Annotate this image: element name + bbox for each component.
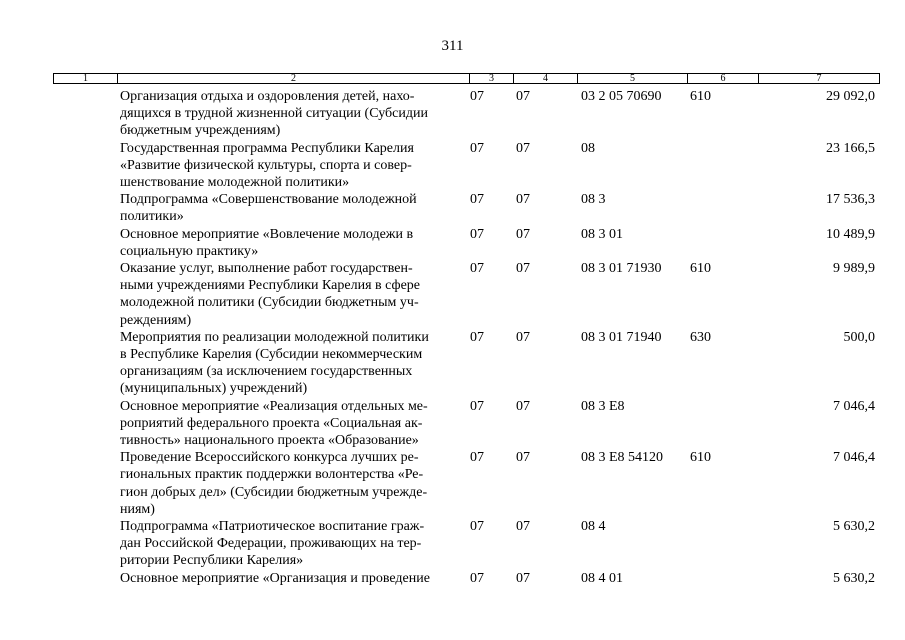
table-row: [0, 570, 905, 587]
row-target-article: 08 3 01 71930: [581, 261, 662, 277]
row-subsection: 07: [516, 329, 530, 345]
row-subsection: 07: [516, 570, 530, 586]
table-row: [0, 191, 905, 225]
row-name-line: молодежной политики (Субсидии бюджетным уч-: [120, 295, 419, 311]
row-amount: 23 166,5: [826, 140, 875, 156]
row-name: [120, 449, 460, 518]
row-name-line: Подпрограмма «Совершенствование молодежной: [120, 192, 417, 208]
row-amount: 5 630,2: [833, 519, 875, 535]
header-col-7: 7: [758, 74, 879, 84]
row-name: [120, 226, 460, 260]
row-name-line: Организация отдыха и оздоровления детей, нахо-: [120, 89, 415, 104]
row-name-line: ниям): [120, 501, 155, 517]
row-target-article: 08 4 01: [581, 570, 623, 586]
row-name-line: гион добрых дел» (Субсидии бюджетным учрежде-: [120, 484, 428, 500]
row-name: [120, 260, 460, 329]
row-subsection: 07: [516, 140, 530, 156]
row-name-line: Основное мероприятие «Вовлечение молодежи в: [120, 226, 414, 242]
table-body: [0, 88, 905, 587]
row-name: [120, 88, 460, 140]
table-row: [0, 518, 905, 570]
row-name-line: ными учреждениями Республики Карелия в сфере: [120, 278, 421, 294]
row-section: 07: [470, 450, 484, 466]
row-expense-type: 610: [690, 450, 711, 466]
row-target-article: 08 3 E8 54120: [581, 450, 664, 466]
header-col-4: 4: [513, 74, 577, 84]
row-target-article: 08: [581, 140, 595, 156]
row-subsection: 07: [516, 398, 530, 414]
row-section: 07: [470, 140, 484, 156]
row-target-article: 08 3 E8: [581, 398, 625, 414]
row-name-line: дан Российской Федерации, проживающих на тер-: [120, 536, 422, 552]
row-section: 07: [470, 226, 484, 242]
row-name-line: политики»: [120, 209, 184, 225]
row-name-line: тивность» национального проекта «Образование»: [120, 433, 419, 449]
row-name-line: Подпрограмма «Патриотическое воспитание граж-: [120, 519, 425, 535]
row-name-line: Проведение Всероссийского конкурса лучших ре-: [120, 450, 419, 466]
table-row: [0, 88, 905, 140]
table-row: [0, 398, 905, 450]
row-expense-type: 630: [690, 329, 711, 345]
header-col-3: 3: [469, 74, 513, 84]
header-col-1: 1: [83, 73, 88, 84]
row-amount: 500,0: [843, 329, 875, 345]
header-col-5: 5: [577, 74, 687, 84]
row-name-line: гиональных практик поддержки волонтерства «Ре-: [120, 467, 424, 483]
row-target-article: 08 3 01 71940: [581, 329, 662, 345]
table-row: [0, 140, 905, 192]
row-section: 07: [470, 261, 484, 277]
row-amount: 10 489,9: [826, 226, 875, 242]
row-target-article: 08 3 01: [581, 226, 623, 242]
page-number: 311: [441, 38, 464, 54]
row-section: 07: [470, 192, 484, 208]
row-section: 07: [470, 519, 484, 535]
row-amount: 29 092,0: [826, 89, 875, 104]
row-subsection: 07: [516, 261, 530, 277]
row-section: 07: [470, 398, 484, 414]
row-subsection: 07: [516, 450, 530, 466]
row-section: 07: [470, 329, 484, 345]
row-subsection: 07: [516, 519, 530, 535]
row-name-line: дящихся в трудной жизненной ситуации (Субсидии: [120, 106, 428, 122]
row-name-line: ритории Республики Карелия»: [120, 553, 304, 569]
row-section: 07: [470, 89, 484, 104]
row-name-line: «Развитие физической культуры, спорта и совер-: [120, 157, 412, 173]
row-name: [120, 570, 460, 587]
row-subsection: 07: [516, 89, 530, 104]
row-name-line: организациям (за исключением государственных: [120, 364, 413, 380]
row-expense-type: 610: [690, 261, 711, 277]
row-expense-type: 610: [690, 89, 711, 104]
row-name: [120, 140, 460, 192]
row-name: [120, 329, 460, 398]
table-row: [0, 449, 905, 518]
row-name-line: Основное мероприятие «Реализация отдельных ме-: [120, 398, 428, 414]
row-amount: 5 630,2: [833, 570, 875, 586]
row-subsection: 07: [516, 192, 530, 208]
row-name-line: реждениям): [120, 312, 192, 328]
row-section: 07: [470, 570, 484, 586]
row-name-line: Основное мероприятие «Организация и проведение: [120, 570, 430, 586]
row-name-line: (муниципальных) учреждений): [120, 381, 308, 397]
row-name-line: шенствование молодежной политики»: [120, 175, 350, 191]
row-target-article: 08 3: [581, 192, 606, 208]
row-target-article: 03 2 05 70690: [581, 89, 662, 104]
header-col-2: 2: [117, 74, 469, 84]
row-subsection: 07: [516, 226, 530, 242]
row-amount: 7 046,4: [833, 398, 875, 414]
header-col-6: 6: [687, 74, 758, 84]
row-name-line: роприятий федерального проекта «Социальная ак-: [120, 415, 423, 431]
row-name-line: социальную практику»: [120, 243, 259, 259]
row-name: [120, 398, 460, 450]
row-amount: 17 536,3: [826, 192, 875, 208]
row-name-line: Государственная программа Республики Карелия: [120, 140, 414, 156]
row-target-article: 08 4: [581, 519, 606, 535]
row-name-line: Оказание услуг, выполнение работ государствен-: [120, 261, 413, 277]
table-row: [0, 260, 905, 329]
table-header: [53, 73, 880, 84]
row-amount: 9 989,9: [833, 261, 875, 277]
row-name: [120, 518, 460, 570]
row-name-line: в Республике Карелия (Субсидии некоммерческим: [120, 347, 423, 363]
row-name: [120, 191, 460, 225]
table-row: [0, 226, 905, 260]
table-row: [0, 329, 905, 398]
row-amount: 7 046,4: [833, 450, 875, 466]
row-name-line: бюджетным учреждениям): [120, 123, 281, 139]
row-name-line: Мероприятия по реализации молодежной политики: [120, 329, 429, 345]
